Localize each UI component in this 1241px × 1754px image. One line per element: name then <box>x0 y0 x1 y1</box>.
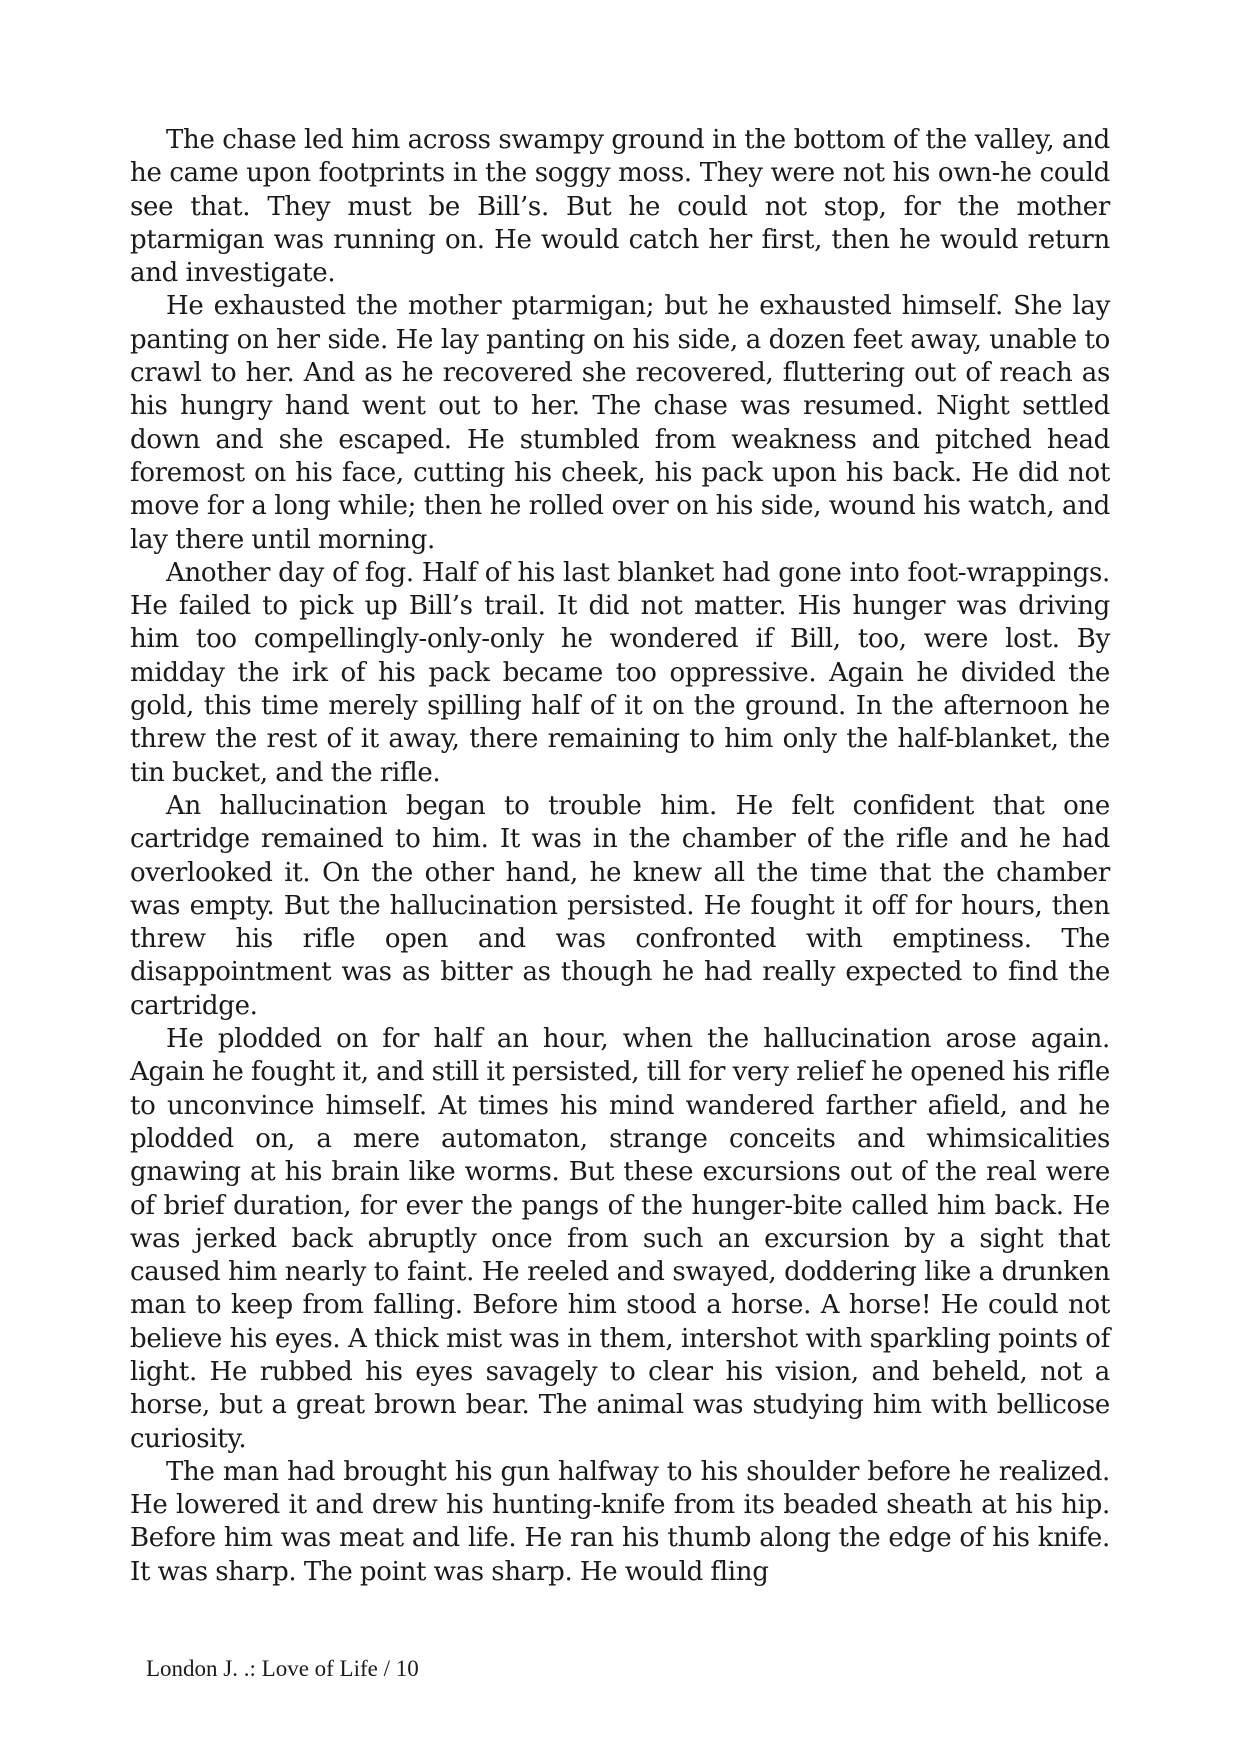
page-footer: London J. .: Love of Life / 10 <box>146 1656 419 1681</box>
paragraph-2: He exhausted the mother ptarmigan; but he exhausted himself. She lay panting on her side. He lay panting on his side, a dozen feet away, unable to crawl to her. And as he recovered she recovered, fluttering out of reach as his hungry hand went out to her. The chase was resumed. Night settled down and she escaped. He stumbled from weakness and pitched head foremost on his face, cutting his cheek, his pack upon his back. He did not move for a long while; then he rolled over on his side, wound his watch, and lay there until morning. <box>130 291 1110 555</box>
paragraph-1: The chase led him across swampy ground in the bottom of the valley, and he came upon footprints in the soggy moss. They were not his own-he could see that. They must be Bill’s. But he could not stop, for the mother ptarmigan was running on. He would catch her first, then he would return and investigate. <box>130 125 1110 289</box>
paragraph-5: He plodded on for half an hour, when the hallucination arose again. Again he fought it, and still it persisted, till for very relief he opened his rifle to unconvince himself. At times his mind wandered farther afield, and he plodded on, a mere automaton, strange conceits and whimsicalities gnawing at his brain like worms. But these excursions out of the real were of brief duration, for ever the pangs of the hunger-bite called him back. He was jerked back abruptly once from such an excursion by a sight that caused him nearly to faint. He reeled and swayed, doddering like a drunken man to keep from falling. Before him stood a horse. A horse! He could not believe his eyes. A thick mist was in them, intershot with sparkling points of light. He rubbed his eyes savagely to clear his vision, and beheld, not a horse, but a great brown bear. The animal was studying him with bellicose curiosity. <box>130 1024 1110 1454</box>
paragraph-3: Another day of fog. Half of his last blanket had gone into foot-wrappings. He failed to pick up Bill’s trail. It did not matter. His hunger was driving him too compellingly-only-only he wondered if Bill, too, were lost. By midday the irk of his pack became too oppressive. Again he divided the gold, this time merely spilling half of it on the ground. In the afternoon he threw the rest of it away, there remaining to him only the half-blanket, the tin bucket, and the rifle. <box>130 557 1110 788</box>
paragraph-4: An hallucination began to trouble him. He felt confident that one cartridge remained to him. It was in the chamber of the rifle and he had overlooked it. On the other hand, he knew all the time that the chamber was empty. But the hallucination persisted. He fought it off for hours, then threw his rifle open and was confronted with emptiness. The disappointment was as bitter as though he had really expected to find the cartridge. <box>130 790 1110 1021</box>
body-text <box>130 124 1110 1589</box>
paragraph-6: The man had brought his gun halfway to his shoulder before he realized. He lowered it and drew his hunting-knife from its beaded sheath at his hip. Before him was meat and life. He ran his thumb along the edge of his knife. It was sharp. The point was sharp. He would fling <box>130 1456 1110 1587</box>
